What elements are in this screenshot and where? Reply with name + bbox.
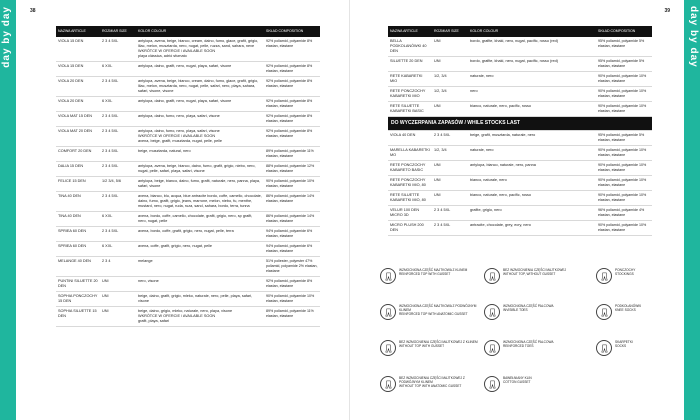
legend-text: BAWEŁNIANY KLIN COTTON GUSSET (503, 376, 532, 384)
article-name: RETE KABARETKI MIO (388, 71, 432, 86)
article-composition: 90% poliamid, polyamide 10% elastan, elastane (596, 160, 652, 175)
table-row (56, 306, 320, 326)
tights-brief-icon (380, 340, 396, 356)
legend-text: BEZ WZMOCNIENIA CZĘŚCI MAJTKOWEJ Z KLINEM WITHOUT TOP WITH GUSSET (399, 340, 478, 348)
table-row (56, 291, 320, 306)
article-size: 1/2, 3/4 (432, 86, 468, 101)
table-row (56, 111, 320, 126)
article-colours: antylopa, daino, grafit, nero, nugat, playa, safari, visone (136, 61, 264, 76)
legend-item (484, 376, 584, 392)
article-colours: naturale, nero (468, 71, 596, 86)
page-number-left: 38 (30, 8, 36, 14)
article-name: RETE PONCZOCHY KABARETKI MIO (388, 86, 432, 101)
legend-text: WZMOCNIONA CZĘŚĆ MAJTKOWA Z PODWÓJNYM KLINEM REINFORCED TOP WITH ANATOMIC GUSSET (399, 304, 477, 316)
article-size: UNI (432, 56, 468, 71)
article-name: SPRIEA 60 DEN (56, 226, 100, 241)
article-name: SOPHIA PONCZOCHY 15 DEN (56, 291, 100, 306)
article-size: 6 XXL (100, 211, 136, 226)
article-name: VIOLA 15 DEN (56, 37, 100, 62)
article-name: TINA 40 DEN (56, 211, 100, 226)
knee-sock-icon (596, 304, 612, 320)
article-size: UNI (432, 37, 468, 57)
page-number-right: 39 (664, 8, 670, 14)
article-name: RETE SILUETTE KABARETKI MIO, 80 (388, 190, 432, 205)
article-name: FELICE 15 DEN (56, 176, 100, 191)
article-colours: nero, visone (136, 276, 264, 291)
header-colour: KOLOR COLOUR (136, 26, 264, 37)
article-name: TINA 40 DEN (56, 191, 100, 211)
legend-item (484, 304, 584, 320)
sock-icon (596, 340, 612, 356)
article-colours: beige, daino, grafit, grigio, mleko, naturale, nero, pelle, playa, safari, visone (136, 291, 264, 306)
article-colours: avena, coffe, grafit, grigio, nero, nugat, pelle (136, 241, 264, 256)
article-size: UNI (432, 101, 468, 116)
article-size: 2 3 4 5XL (432, 220, 468, 235)
article-name: MELANGE 40 DEN (56, 256, 100, 276)
article-size: UNI (100, 276, 136, 291)
article-colours: antracite, chocolate, grey, ecry, nero (468, 220, 596, 235)
article-colours: bianco, naturale, nero, pacific, rosso (468, 101, 596, 116)
table-row (388, 101, 652, 116)
article-size: UNI (100, 306, 136, 326)
article-size: 2 3 4 5XL (100, 226, 136, 241)
legend-item (596, 304, 666, 320)
table-row (56, 61, 320, 76)
article-composition: 90% poliamid, polyamide 10% elastan, elastane (596, 220, 652, 235)
article-colours: antylopa, beige, bianco, daino, fumo, grafit, naturale, nero, panna, playa, safari, visone (136, 176, 264, 191)
table-row (56, 146, 320, 161)
tights-sheer-icon (484, 268, 500, 284)
article-name: BELLA PODKOLANÓWKI 40 DEN (388, 37, 432, 57)
legend-item (380, 268, 480, 284)
header-name: NAZWA ARTICLE (388, 26, 432, 37)
table-row (56, 76, 320, 96)
article-composition: 92% poliamid, polyamide 8% elastan, elastane (264, 276, 320, 291)
article-name: VIOLA 15 DEN (56, 61, 100, 76)
article-composition: 90% poliamid, polyamide 10% elastan, elastane (596, 71, 652, 86)
article-colours: naturale, nero (468, 145, 596, 160)
article-composition: 88% poliamid, polyamide 12% elastan, elastane (264, 161, 320, 176)
side-label: day by day (688, 6, 699, 68)
article-composition: 95% poliamid, polyamide 5% elastan, elastane (596, 37, 652, 57)
article-composition: 86% poliamid, polyamide 14% elastan, elastane (264, 191, 320, 211)
article-size: UNI (432, 160, 468, 175)
tights-heel-icon (380, 268, 396, 284)
legend-text: WZMOCNIONA CZĘŚĆ MAJTKOWA Z KLINEM REINFORCED TOP WITH GUSSET (399, 268, 468, 276)
table-row (56, 176, 320, 191)
table-row (388, 160, 652, 175)
tights-double-icon (380, 376, 396, 392)
article-name: SILUETTE 20 DEN (388, 56, 432, 71)
article-colours: avena, bianco, blu, acqua, blue antracite bordo, coffe, camello, chocolate, daino, fumo, grafit, grigio, jeans, marrone, melon, niebo, fu, menthe, mustard, nero, nugat, ruda, ruza, sand, sahara, bordo, terra, tunna (136, 191, 264, 211)
article-colours: beige, musztarda, natural, nero (136, 146, 264, 161)
side-tab-left (0, 0, 16, 420)
table-row (388, 56, 652, 71)
article-composition: 92% poliamid, polyamide 8% elastan, elastane (264, 111, 320, 126)
article-colours: melange (136, 256, 264, 276)
article-name: PUNTINI SILUETTE 20 DEN (56, 276, 100, 291)
article-size: UNI (432, 190, 468, 205)
article-size: 2 3 4 5XL (100, 76, 136, 96)
article-size: 6 XXL (100, 241, 136, 256)
article-colours: bianco, naturale, nero (468, 175, 596, 190)
article-colours: antylopa, avena, beige, bianco, daino, fumo, grafit, grigio, niebo, nero, nugat, pelle, safari, playa, safari, visone (136, 161, 264, 176)
article-name: SOPHIA SILUETTE 15 DEN (56, 306, 100, 326)
legend-text: PODKOLANÓWKI KNEE SOCKS (615, 304, 642, 312)
article-name: RETE SILUETTE KABARETKI BASIC (388, 101, 432, 116)
article-colours: beige, daino, grigio, mleko, naturale, nero, playa, visone WKRÓTCE W OFERCIE / AVAILABLE SOON grafit, playa, safari (136, 306, 264, 326)
legend-text: PONCZOCHY STOCKINGS (615, 268, 636, 276)
article-colours: nero (468, 86, 596, 101)
article-size: 6 XXL (100, 96, 136, 111)
article-name: VIOLA MAT 20 DEN (56, 126, 100, 146)
toe-reinforced-icon (484, 340, 500, 356)
article-size: 2 3 4 (100, 256, 136, 276)
article-colours: avena, bordo, coffe, grafit, grigio, nero, nugat, pelle, terra (136, 226, 264, 241)
article-composition: 92% poliamid, polyamide 8% elastan, elastane (264, 126, 320, 146)
side-tab-right (684, 0, 700, 420)
article-name: SPRIEA 60 DEN (56, 241, 100, 256)
table-row (388, 205, 652, 220)
article-composition: 92% poliamid, polyamide 8% elastan, elastane (264, 61, 320, 76)
article-colours: antylopa, daino, fumo, nero, playa, safari, visone WKRÓTCE W OFERCIE / AVAILABLE SOON avena, beige, grafit, musztarda, nugat, pelle, pelle (136, 126, 264, 146)
article-size: 1/2 3/4, 5/6 (100, 176, 136, 191)
article-composition: 90% poliamid, polyamide 10% elastan, elastane (596, 101, 652, 116)
product-table-right (388, 26, 652, 236)
legend-text: WZMOCNIONA CZĘŚĆ PALCOWA INVISIBLE TOES (503, 304, 554, 312)
table-row (56, 161, 320, 176)
legend-text: WZMOCNIONA CZĘŚĆ PALCOWA REINFORCED TOES (503, 340, 554, 348)
legend-item (380, 376, 480, 392)
header-colour: KOLOR COLOUR (468, 26, 596, 37)
table-row (56, 191, 320, 211)
table-row (388, 145, 652, 160)
table-row (56, 96, 320, 111)
table-row (56, 37, 320, 62)
article-colours: bordo, grafite, khaki, nero, nugat, pacific, rosso (red) (468, 37, 596, 57)
stock-band-label: DO WYCZERPANIA ZAPASÓW / WHILE STOCKS LAST (388, 116, 652, 130)
article-name: COMFORT 20 DEN (56, 146, 100, 161)
tights-panty-icon (380, 304, 396, 320)
article-colours: antylopa, avena, beige, bianco, cream, daino, fumo, glace, grafit, grigio, lilac, melon, musztarda, nero, nugat, pelle, ruzza, sand, sahara, neve WKRÓTCE W OFERCIE / AVAILABLE SOON playa clássica, adrió sfumato (136, 37, 264, 62)
article-composition: 90% poliamid, polyamide 10% elastan, elastane (596, 175, 652, 190)
article-name: VIOLA 40 DEN (388, 130, 432, 145)
header-name: NAZWA ARTICLE (56, 26, 100, 37)
table-row (56, 211, 320, 226)
article-name: VIOLA 20 DEN (56, 96, 100, 111)
legend-item (596, 268, 666, 284)
article-composition: 96% poliamid, polyamide 4% elastan, elastane (596, 205, 652, 220)
toe-icon (484, 304, 500, 320)
article-colours: grafite, grigio, nero (468, 205, 596, 220)
article-name: VIOLA MAT 15 DEN (56, 111, 100, 126)
article-size: UNI (432, 175, 468, 190)
table-row (56, 256, 320, 276)
article-size: UNI (100, 291, 136, 306)
article-size: 2 3 4 5XL (100, 146, 136, 161)
table-row (388, 220, 652, 235)
article-colours: antylopa, avena, beige, bianco, cream, daino, fumo, glace, grafit, grigio, lilac, melon, musztarda, nero, nugat, pelle, safari, nero, playa, sahara, safari, visone, visone (136, 76, 264, 96)
legend-item (484, 268, 584, 284)
article-composition: 94% poliamid, polyamide 6% elastan, elastane (264, 241, 320, 256)
table-row (56, 276, 320, 291)
table-row (388, 71, 652, 86)
article-colours: bianco, naturale, nero, pacific, rosso (468, 190, 596, 205)
article-name: RETE PONCZOCHY KABARETKI MIO, 80 (388, 175, 432, 190)
article-colours: antylopa, bianco, naturale, nero, panna (468, 160, 596, 175)
article-name: DALIA 15 DEN (56, 161, 100, 176)
article-colours: antylopa, daino, fumo, nero, playa, safari, visone (136, 111, 264, 126)
legend-item (380, 304, 480, 320)
table-row (56, 126, 320, 146)
stocking-icon (596, 268, 612, 284)
article-composition: 95% poliamid, polyamide 5% elastan, elastane (596, 56, 652, 71)
stock-band (388, 116, 652, 130)
article-size: 2 3 4 5XL (432, 205, 468, 220)
table-row (56, 241, 320, 256)
table-row (388, 37, 652, 57)
article-composition: 89% poliamid, polyamide 11% elastan, elastane (264, 306, 320, 326)
article-name: VELUR 100 DEN MICRO 3D (388, 205, 432, 220)
legend-text: BEZ WZMOCNIENIA CZĘŚCI MAJTKOWEJ WITHOUT TOP, WITHOUT GUSSET (503, 268, 567, 276)
article-name: MICRO PLUSH 200 DEN (388, 220, 432, 235)
header-composition: SKŁAD COMPOSITION (264, 26, 320, 37)
right-page (350, 0, 700, 420)
header-size: ROZMIAR SIZE (100, 26, 136, 37)
article-composition: 92% poliamid, polyamide 8% elastan, elastane (264, 76, 320, 96)
article-name: MARELLA KABARETKI MO (388, 145, 432, 160)
article-composition: 90% poliamid, polyamide 10% elastan, elastane (264, 291, 320, 306)
cotton-gusset-icon (484, 376, 500, 392)
article-size: 6 XXL (100, 61, 136, 76)
table-row (388, 130, 652, 145)
article-composition: 95% poliamid, polyamide 5% elastan, elastane (596, 130, 652, 145)
article-size: 2 3 4 5XL (432, 130, 468, 145)
article-colours: beige, grafit, musztarda, naturale, nero (468, 130, 596, 145)
table-row (388, 86, 652, 101)
article-composition: 92% poliamid, polyamide 8% elastan, elastane (264, 37, 320, 62)
article-size: 2 3 4 5XL (100, 111, 136, 126)
product-table-left (56, 26, 320, 327)
legend-text: BEZ WZMOCNIENIA CZĘŚCI MAJTKOWEJ Z PODWÓJNYM KLINEM WITHOUT TOP WITH ANATOMIC GUSSET (399, 376, 465, 388)
article-size: 1/2, 3/4 (432, 145, 468, 160)
article-size: 1/2, 3/4 (432, 71, 468, 86)
article-colours: avena, bordo, coffe, camello, chocolate, grafit, grigio, nero, sp grafit, nero, nugat, pelle (136, 211, 264, 226)
article-composition: 89% poliamid, polyamide 11% elastan, elastane (264, 146, 320, 161)
article-composition: 94% poliamid, polyamide 6% elastan, elastane (264, 226, 320, 241)
article-composition: 90% poliamid, polyamide 10% elastan, elastane (596, 190, 652, 205)
article-composition: 90% poliamid, polyamide 10% elastan, elastane (264, 176, 320, 191)
article-size: 2 3 4 5XL (100, 191, 136, 211)
legend-item (484, 340, 584, 356)
article-colours: bordo, grafite, khaki, nero, nugat, pacific, rosso (red) (468, 56, 596, 71)
table-row (56, 226, 320, 241)
article-composition: 92% poliamid, polyamide 8% elastan, elastane (264, 96, 320, 111)
table-row (388, 175, 652, 190)
article-name: RETE PONCZOCHY KABARETO BASIC (388, 160, 432, 175)
article-composition: 90% poliamid, polyamide 10% elastan, elastane (596, 86, 652, 101)
article-size: 2 3 4 5XL (100, 161, 136, 176)
header-size: ROZMIAR SIZE (432, 26, 468, 37)
article-size: 2 3 4 5XL (100, 126, 136, 146)
header-composition: SKŁAD COMPOSITION (596, 26, 652, 37)
article-composition: 90% poliamid, polyamide 10% elastan, elastane (596, 145, 652, 160)
legend-item (380, 340, 480, 356)
legend-text: SKARPETKI SOCKS (615, 340, 633, 348)
table-row (388, 190, 652, 205)
article-name: VIOLA 20 DEN (56, 76, 100, 96)
article-colours: antylopa, daino, grafit, nero, nugat, playa, safari, visone (136, 96, 264, 111)
article-size: 2 3 4 5XL (100, 37, 136, 62)
article-composition: 51% poliester, polyester 47% poliamid, polyamide 2% elastan, elastane (264, 256, 320, 276)
side-label: day by day (1, 6, 12, 68)
article-composition: 86% poliamid, polyamide 14% elastan, elastane (264, 211, 320, 226)
legend-icons (380, 268, 670, 418)
legend-item (596, 340, 666, 356)
